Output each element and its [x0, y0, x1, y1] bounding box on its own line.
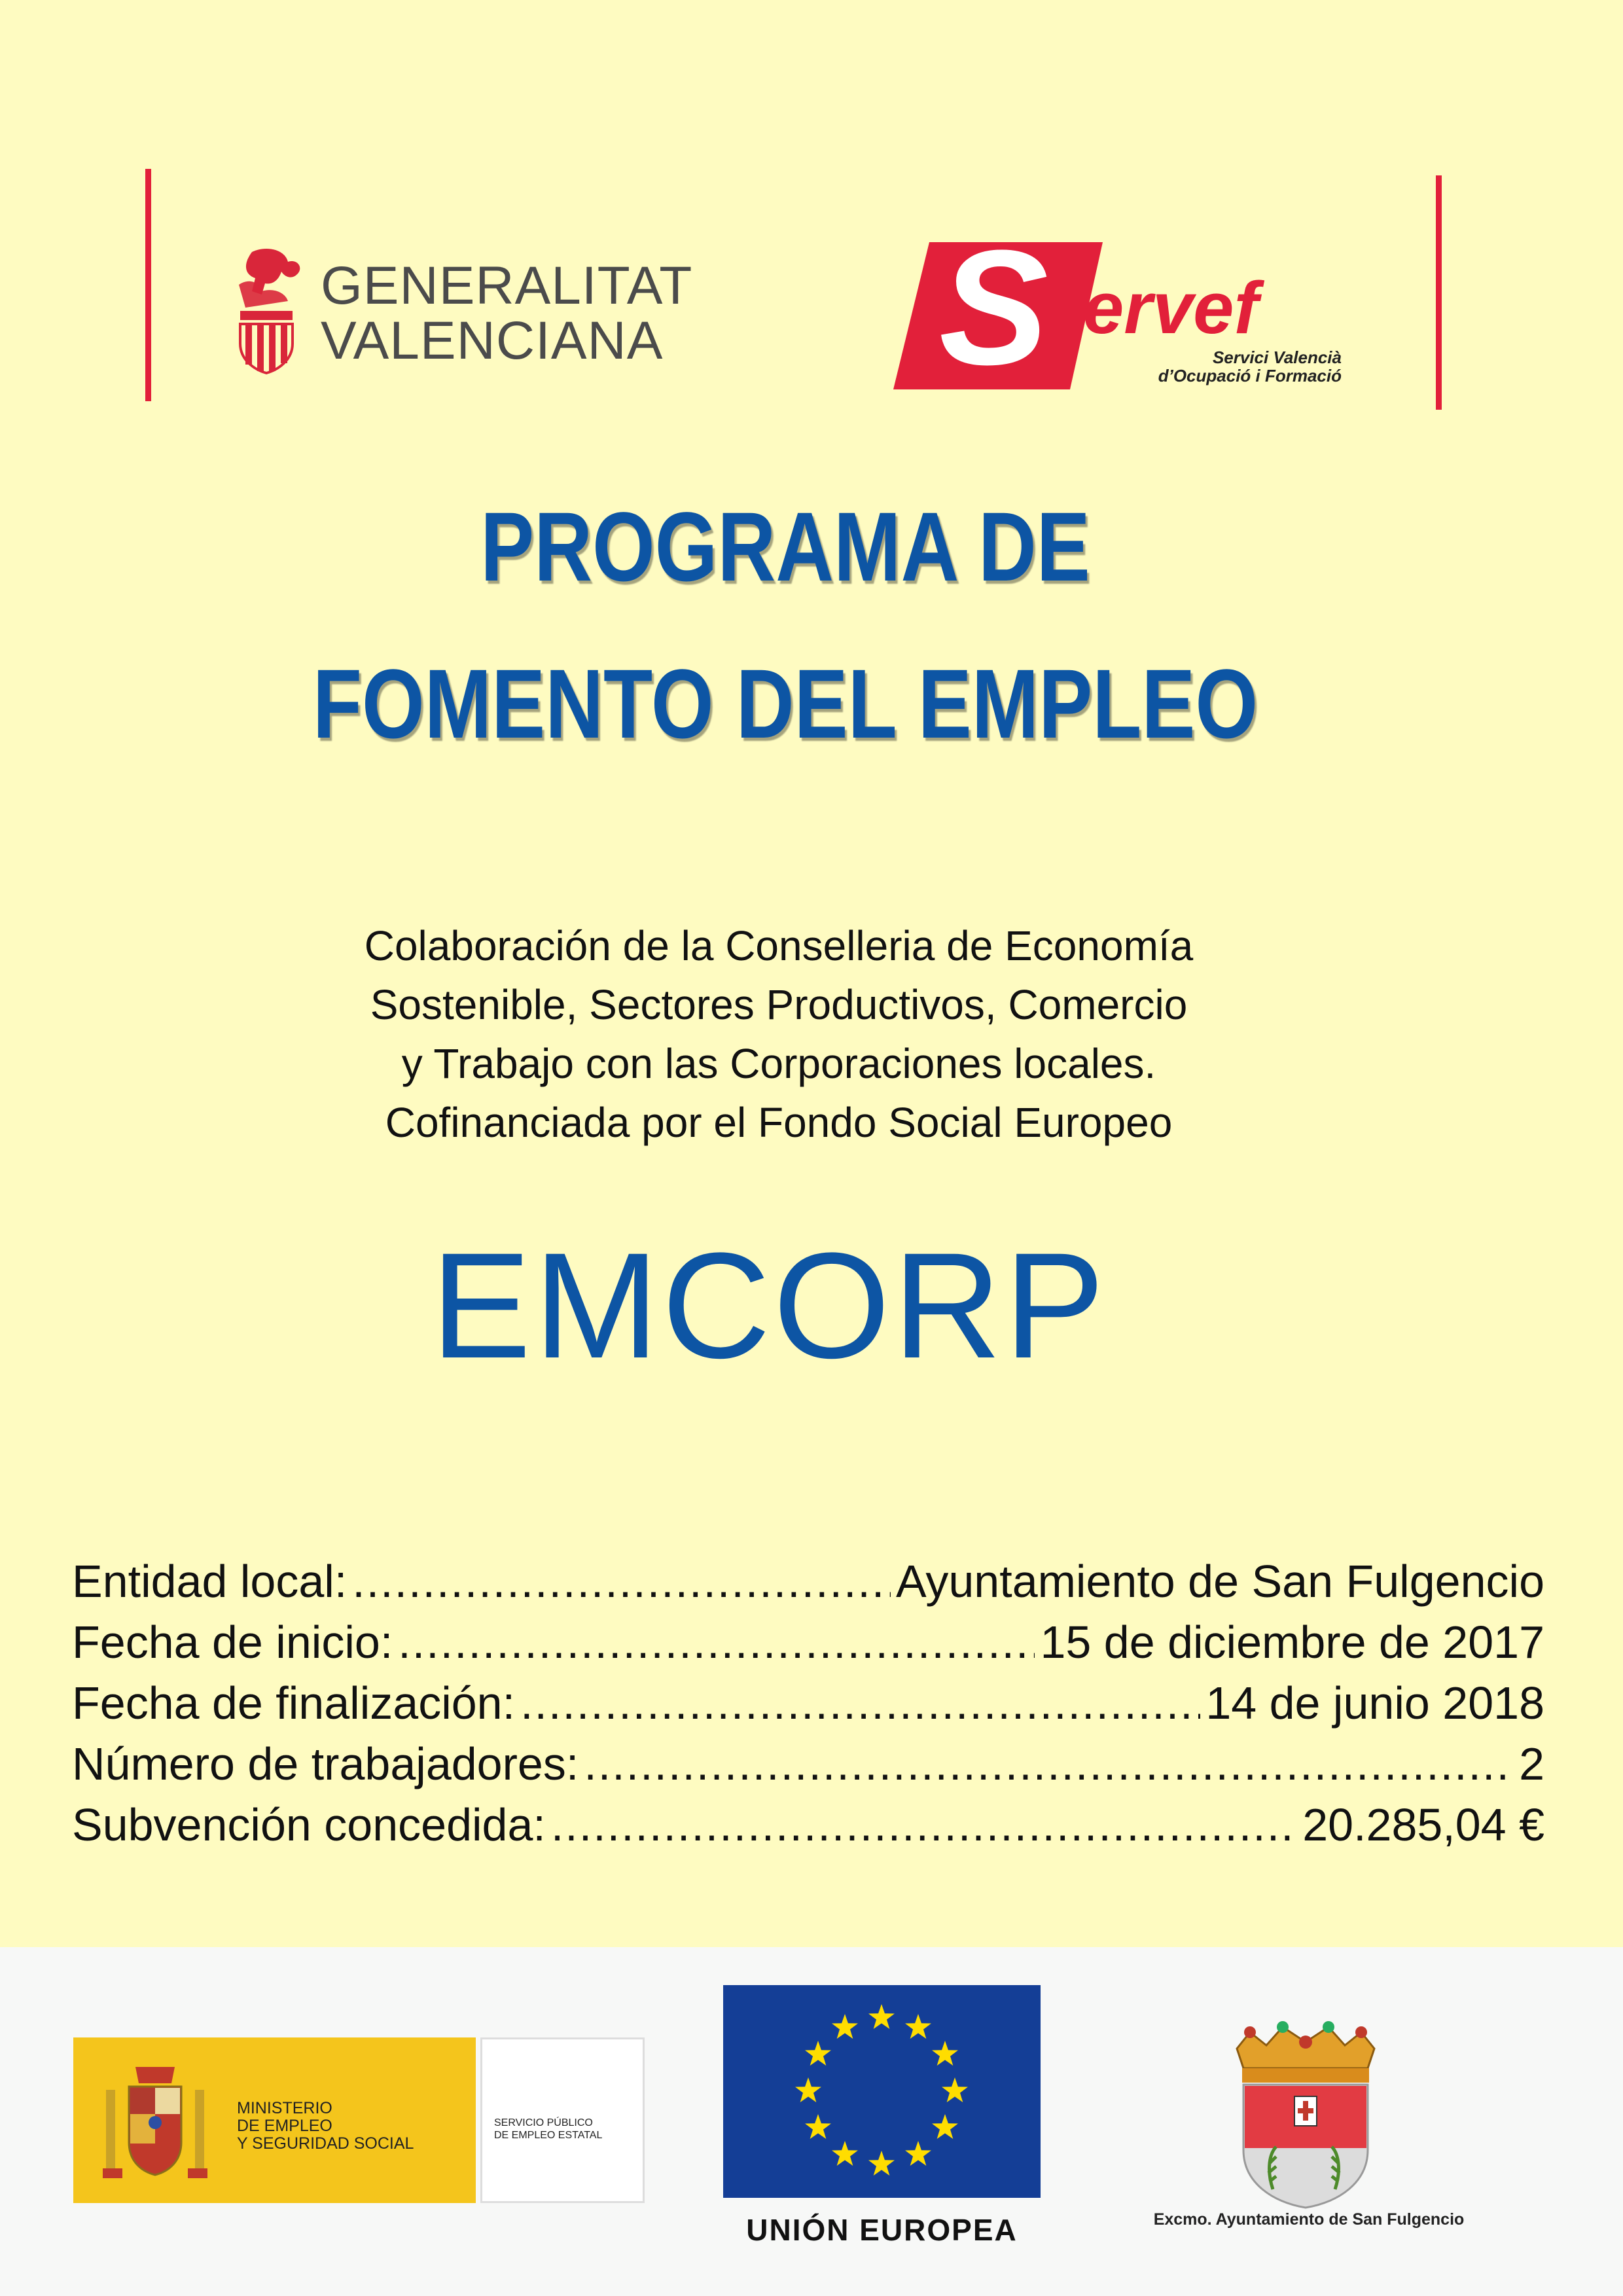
- collaboration-text: [0, 916, 1558, 1152]
- eu-star-icon: [832, 2014, 858, 2039]
- eu-star-icon: [868, 2151, 895, 2176]
- eu-star-icon: [805, 2041, 831, 2066]
- detail-label: Subvención concedida:: [72, 1799, 546, 1850]
- eu-star-icon: [942, 2077, 968, 2102]
- collaboration-line: Colaboración de la Conselleria de Economía: [364, 922, 1194, 969]
- generalitat-emblem-icon: [226, 245, 311, 376]
- detail-value: 14 de junio 2018: [1205, 1677, 1544, 1729]
- sepe-line2: DE EMPLEO ESTATAL: [494, 2130, 603, 2141]
- eu-star-icon: [868, 2004, 895, 2029]
- servef-subtitle: [1080, 348, 1342, 385]
- detail-row-subvencion: [72, 1795, 1544, 1856]
- servef-logo: [893, 216, 1351, 399]
- collaboration-line: y Trabajo con las Corporaciones locales.: [401, 1040, 1156, 1087]
- right-red-bar: [1436, 175, 1442, 410]
- details-list: [72, 1551, 1544, 1856]
- detail-row-entidad: [72, 1551, 1544, 1612]
- title-line2: FOMENTO DEL EMPLEO: [312, 649, 1258, 759]
- eu-star-icon: [932, 2114, 958, 2139]
- eu-star-icon: [805, 2114, 831, 2139]
- servef-subtitle-line1: Servici Valencià: [1212, 348, 1342, 367]
- dot-leader: [352, 1551, 891, 1612]
- ministerio-line1: MINISTERIO: [237, 2099, 332, 2117]
- generalitat-line1: GENERALITAT: [321, 256, 693, 315]
- detail-value: 20.285,04 €: [1302, 1799, 1544, 1850]
- collaboration-line: Cofinanciada por el Fondo Social Europeo: [385, 1099, 1173, 1146]
- san-fulgencio-shield-icon: [1211, 2019, 1400, 2209]
- detail-value: 15 de diciembre de 2017: [1040, 1617, 1544, 1668]
- detail-label: Entidad local:: [72, 1556, 348, 1607]
- servef-brand-text: ervef: [1083, 267, 1258, 349]
- sepe-line1: SERVICIO PÚBLICO: [494, 2117, 593, 2128]
- dot-leader: [398, 1612, 1035, 1673]
- ministerio-line2: DE EMPLEO: [237, 2117, 332, 2135]
- detail-label: Número de trabajadores:: [72, 1738, 579, 1789]
- ministerio-line3: Y SEGURIDAD SOCIAL: [237, 2134, 414, 2153]
- detail-row-fecha-fin: [72, 1673, 1544, 1734]
- ministerio-text: [237, 2100, 414, 2153]
- program-code: EMCORP: [431, 1221, 1107, 1390]
- ministerio-logo: [73, 2037, 645, 2203]
- eu-star-icon: [905, 2014, 931, 2039]
- servef-subtitle-line2: d’Ocupació i Formació: [1158, 366, 1342, 386]
- dot-leader: [551, 1795, 1297, 1856]
- generalitat-logo: [219, 239, 693, 383]
- detail-row-fecha-inicio: [72, 1612, 1544, 1673]
- eu-star-icon: [905, 2141, 931, 2166]
- eu-label: UNIÓN EUROPEA: [746, 2213, 1018, 2247]
- detail-label: Fecha de inicio:: [72, 1617, 393, 1668]
- sepe-panel: [480, 2037, 645, 2203]
- spain-coat-of-arms-icon: [96, 2057, 214, 2188]
- eu-star-icon: [795, 2077, 821, 2102]
- generalitat-line2: VALENCIANA: [321, 311, 664, 370]
- detail-value: Ayuntamiento de San Fulgencio: [895, 1556, 1544, 1607]
- detail-row-trabajadores: [72, 1734, 1544, 1795]
- eu-star-icon: [832, 2141, 858, 2166]
- servef-s-letter: S: [939, 216, 1048, 399]
- ayuntamiento-label: Excmo. Ayuntamiento de San Fulgencio: [1153, 2210, 1465, 2229]
- left-red-bar: [145, 169, 151, 401]
- title-line1: PROGRAMA DE: [480, 492, 1090, 601]
- generalitat-text: [321, 256, 693, 370]
- eu-stars-icon: [723, 1985, 1041, 2198]
- sepe-text: [494, 2117, 602, 2142]
- ministerio-panel: [73, 2037, 476, 2203]
- dot-leader: [584, 1734, 1514, 1795]
- eu-star-icon: [932, 2041, 958, 2066]
- dot-leader: [520, 1673, 1200, 1734]
- eu-flag: [723, 1985, 1041, 2198]
- detail-value: 2: [1519, 1738, 1544, 1789]
- collaboration-line: Sostenible, Sectores Productivos, Comercio: [370, 981, 1188, 1028]
- detail-label: Fecha de finalización:: [72, 1677, 516, 1729]
